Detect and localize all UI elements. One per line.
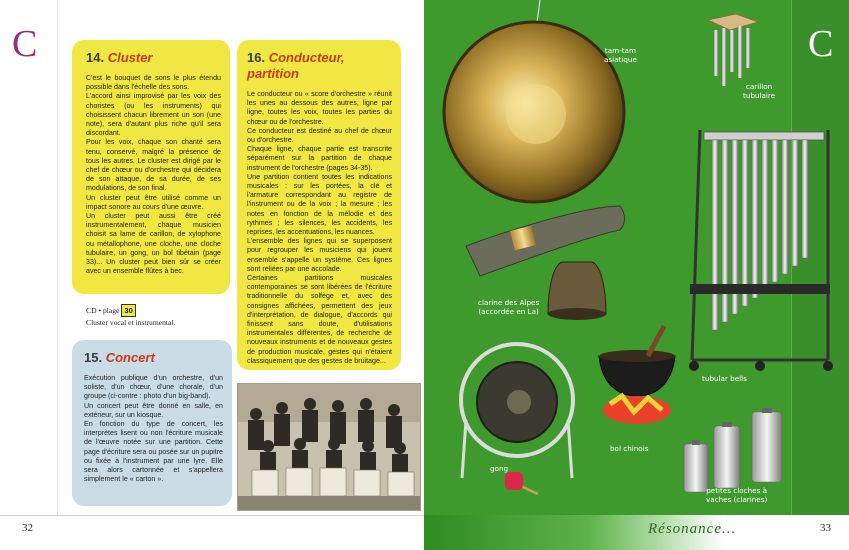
label-clarine: clarine des Alpes (accordée en La)	[478, 298, 540, 316]
section-letter-right: C	[808, 23, 834, 65]
conducteur-paragraph: L'ensemble des lignes qui se superposent pour regrouper les musiciens qui jouent ensemble s'appelle un système. Ces lignes sont reliées par une accolade.	[247, 237, 392, 273]
concert-paragraph: En fonction du type de concert, les interprètes lisent ou non l'écriture musicale de l'œuvre notée sur une partition. Cette page d'écriture sera ou posée sur un pupitre ou fixée à l'instrument par une lyre. Elle sera alors cartonnée et s'appellera simplement le « carton ».	[84, 420, 223, 484]
gong-icon	[461, 344, 573, 494]
concert-heading: 15. Concert	[84, 350, 155, 365]
conducteur-paragraph: Le conducteur ou « score d'orchestre » réunit les unes au dessous des autres, ligne par ligne, toutes les voix, toutes les parties du chœur ou de l'orchestre.	[247, 90, 392, 126]
label-tubular-bells: tubular bells	[702, 374, 747, 383]
cd-caption: Cluster vocal et instrumental.	[86, 318, 176, 327]
label-gong: gong	[490, 464, 509, 473]
concert-paragraph: Exécution publique d'un orchestre, d'un soliste, d'un chœur, d'une chorale, d'un groupe (ci-contre : photo d'un big-band).	[84, 374, 223, 401]
footer-rule	[0, 515, 424, 516]
label-carillon: carillon tubulaire	[743, 82, 776, 100]
label-petites-cloches: petites cloches à vaches (clarines)	[706, 486, 768, 504]
cluster-paragraph: Un cluster peut aussi être créé instrumentalement, chaque musicien choisit sa lame de carillon, de xylophone ou métallophone, une cloche, une cloche tubulaire, un gong, un bol tibétain (page 33)... Un cluster peut bien sûr se créer avec un ensemble flûtes à bec.	[86, 212, 221, 276]
conducteur-paragraph: Chaque ligne, chaque partie est transcrite séparément sur la partition de chaque instrument de l'orchestre (pages 34-35).	[247, 145, 392, 172]
label-bol-chinois: bol chinois	[610, 444, 649, 453]
conducteur-paragraph: Ce conducteur est destiné au chef de chœur ou d'orchestre.	[247, 126, 392, 145]
wind-chimes-icon	[708, 14, 758, 86]
section-letter-left: C	[12, 23, 38, 65]
label-tam-tam: tam-tam asiatique	[604, 46, 637, 64]
cluster-paragraph: Pour les voix, chaque son chanté sera tenu, conservé, malgré la présence de tous les autres. Le cluster est dirigé par le chef de chœur ou d'orchestre qui décidera de son attaque, de sa durée, de ses modulations, de son final.	[86, 138, 221, 193]
tam-tam-icon	[444, 0, 624, 202]
conducteur-paragraph: Certaines partitions musicales contemporaines se sont libérées de l'écriture traditionnelle du solfège et, avec des consignes affichées, permettent des jeux d'interprétation, de dialogue, d'accords qui finissent sans doute, d'utilisations instrumentales différentes, de recherche de nouveaux instruments et de nouveaux gestes de production musicale, gestes qui n'étaient classiquement que des gestes de bruitage...	[247, 274, 392, 365]
cowbells-icon	[684, 408, 782, 492]
cd-prefix: CD • plage	[86, 306, 120, 315]
singing-bowl-icon	[599, 326, 675, 424]
cluster-paragraph: C'est le bouquet de sons le plus étendu possible dans l'échelle des sons.	[86, 74, 221, 92]
cluster-heading: 14. Cluster	[86, 50, 153, 65]
tubular-bells-icon	[689, 130, 833, 371]
cd-track-badge: 30	[121, 304, 135, 317]
concert-paragraph: Un concert peut être donné en salle, en extérieur, sur un kiosque.	[84, 401, 223, 419]
footer-title: Résonance...	[648, 521, 737, 537]
conducteur-paragraph: Une partition contient toutes les indications musicales : sur les portées, la clé et l'armature correspondant au registre de l'instrument ou de la voix ; la mesure ; les notes en fonction de la mélodie et des rythmes ; les silences, les accidents, les reprises, les accentuations, les nuances.	[247, 172, 392, 237]
page-number-left: 32	[22, 522, 33, 534]
page-number-right: 33	[820, 522, 831, 534]
cluster-paragraph: Un cluster peut être utilisé comme un impact sonore au cours d'une œuvre.	[86, 193, 221, 211]
conducteur-heading: 16. Conducteur, partition	[247, 50, 345, 81]
cluster-paragraph: L'accord ainsi improvisé par les voix des choristes (ou les instruments) qui choisissent chacun librement un son (une note), sera d'autant plus riche qu'il sera discordant.	[86, 92, 221, 138]
